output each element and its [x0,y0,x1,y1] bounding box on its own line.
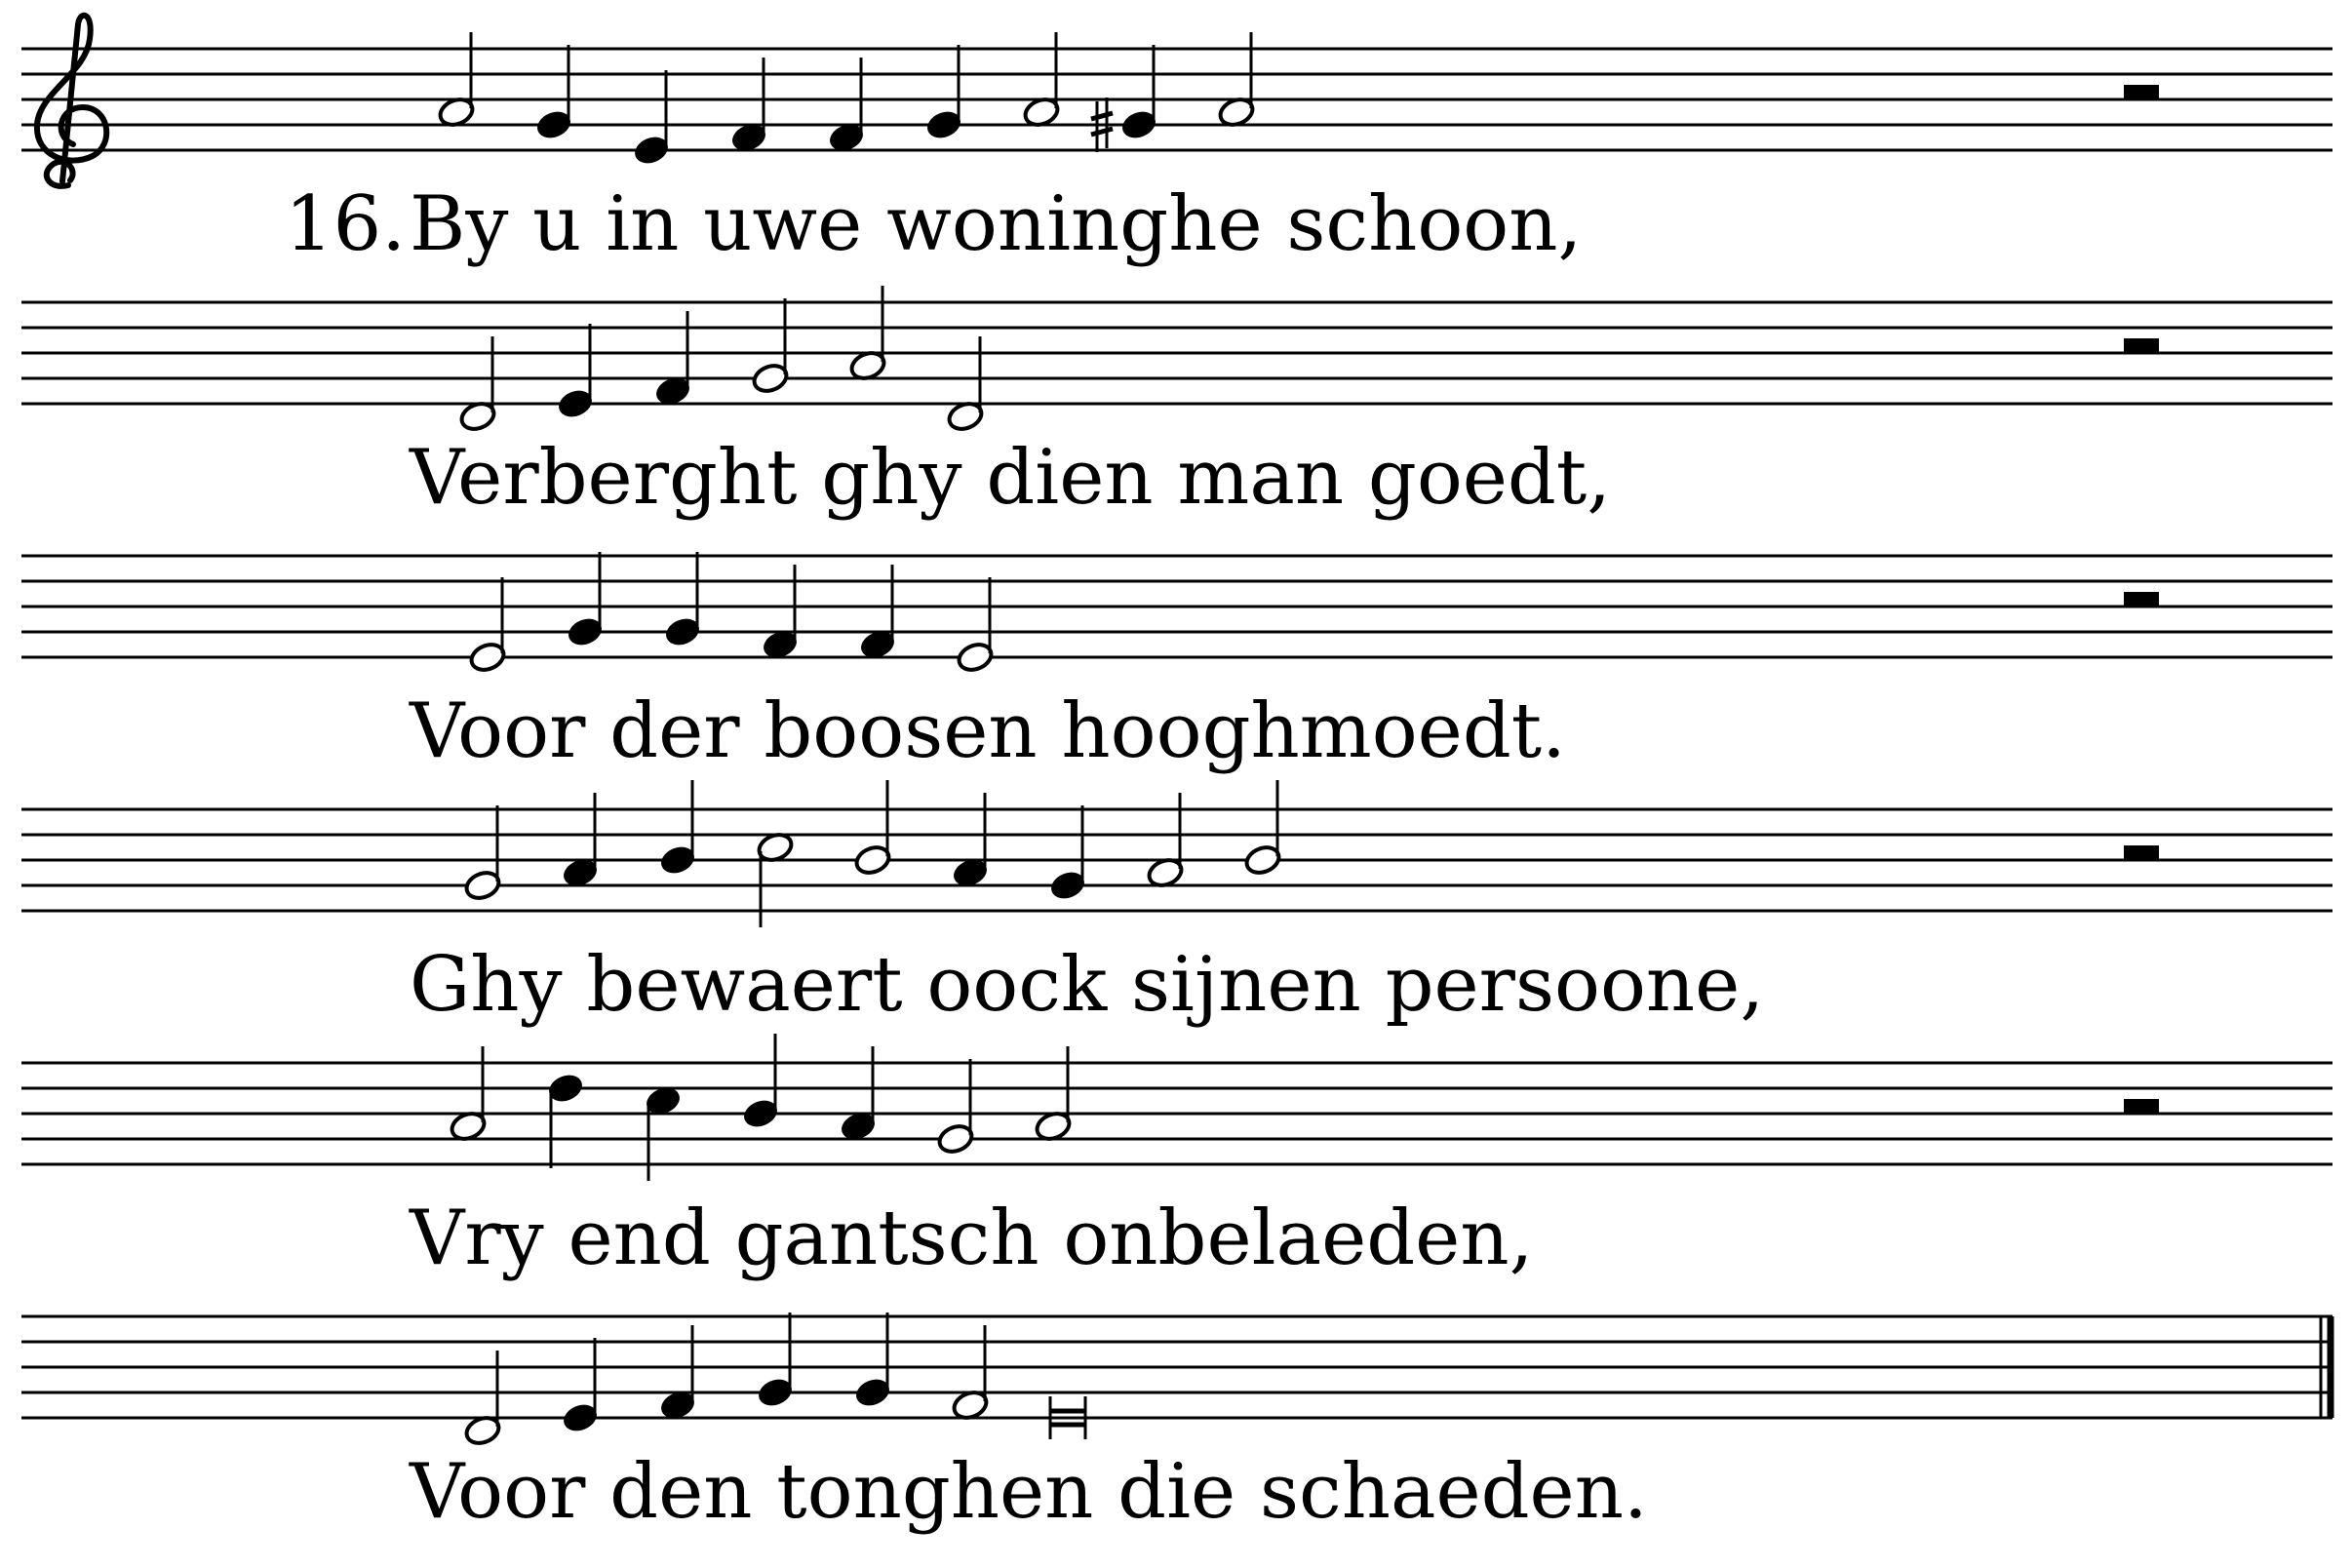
note [1034,1046,1074,1143]
note [827,58,867,154]
note [858,565,898,661]
note [951,1325,991,1422]
note [632,70,672,167]
note [458,336,498,433]
note [756,831,796,927]
note [644,1084,684,1181]
note [658,780,698,877]
note [741,1034,781,1130]
note [1022,32,1062,129]
lyric-line-4: Ghy bewaert oock sijnen persoone, [410,941,1765,1029]
note [956,577,996,674]
note [853,1313,893,1409]
note [658,1325,698,1422]
note [924,45,964,141]
note [463,1351,503,1447]
half-rest-icon [2124,1099,2159,1114]
note [556,324,596,420]
note [756,1313,796,1409]
note [1217,32,1257,129]
staff [21,302,2332,404]
lyrics [285,180,1764,1536]
lyric-line-3: Voor der boosen hooghmoedt. [410,687,1566,775]
note [1243,780,1283,877]
note [463,805,503,902]
note [1048,805,1088,902]
note [653,311,693,408]
lyric-line-6: Voor den tonghen die schaeden. [410,1448,1648,1536]
staff [21,556,2332,657]
note [761,565,801,661]
lyric-line-2: Verberght ghy dien man goedt, [410,434,1612,522]
note [946,336,986,433]
half-rest-icon [2124,338,2159,353]
note [437,32,477,129]
note [468,577,508,674]
staff [21,49,2332,150]
note [449,1046,489,1143]
note [1146,793,1186,889]
staff [21,1316,2332,1418]
half-rest-icon [2124,845,2159,860]
lyric-line-5: Vry end gantsch onbelaeden, [410,1195,1534,1282]
note [951,793,991,889]
note [839,1046,879,1143]
note [853,780,893,877]
half-rest-icon [2124,592,2159,607]
verse-number: 16. [285,180,407,268]
note [566,552,606,648]
note [546,1072,586,1168]
note [534,45,574,141]
note [561,793,601,889]
note [751,298,791,395]
lyric-line-1: By u in uwe woninghe schoon, [410,180,1583,268]
note [561,1338,601,1434]
staff [21,1063,2332,1164]
note [848,286,888,382]
half-rest-icon [2124,85,2159,99]
note [663,552,703,648]
note [936,1059,976,1156]
note [729,58,769,154]
